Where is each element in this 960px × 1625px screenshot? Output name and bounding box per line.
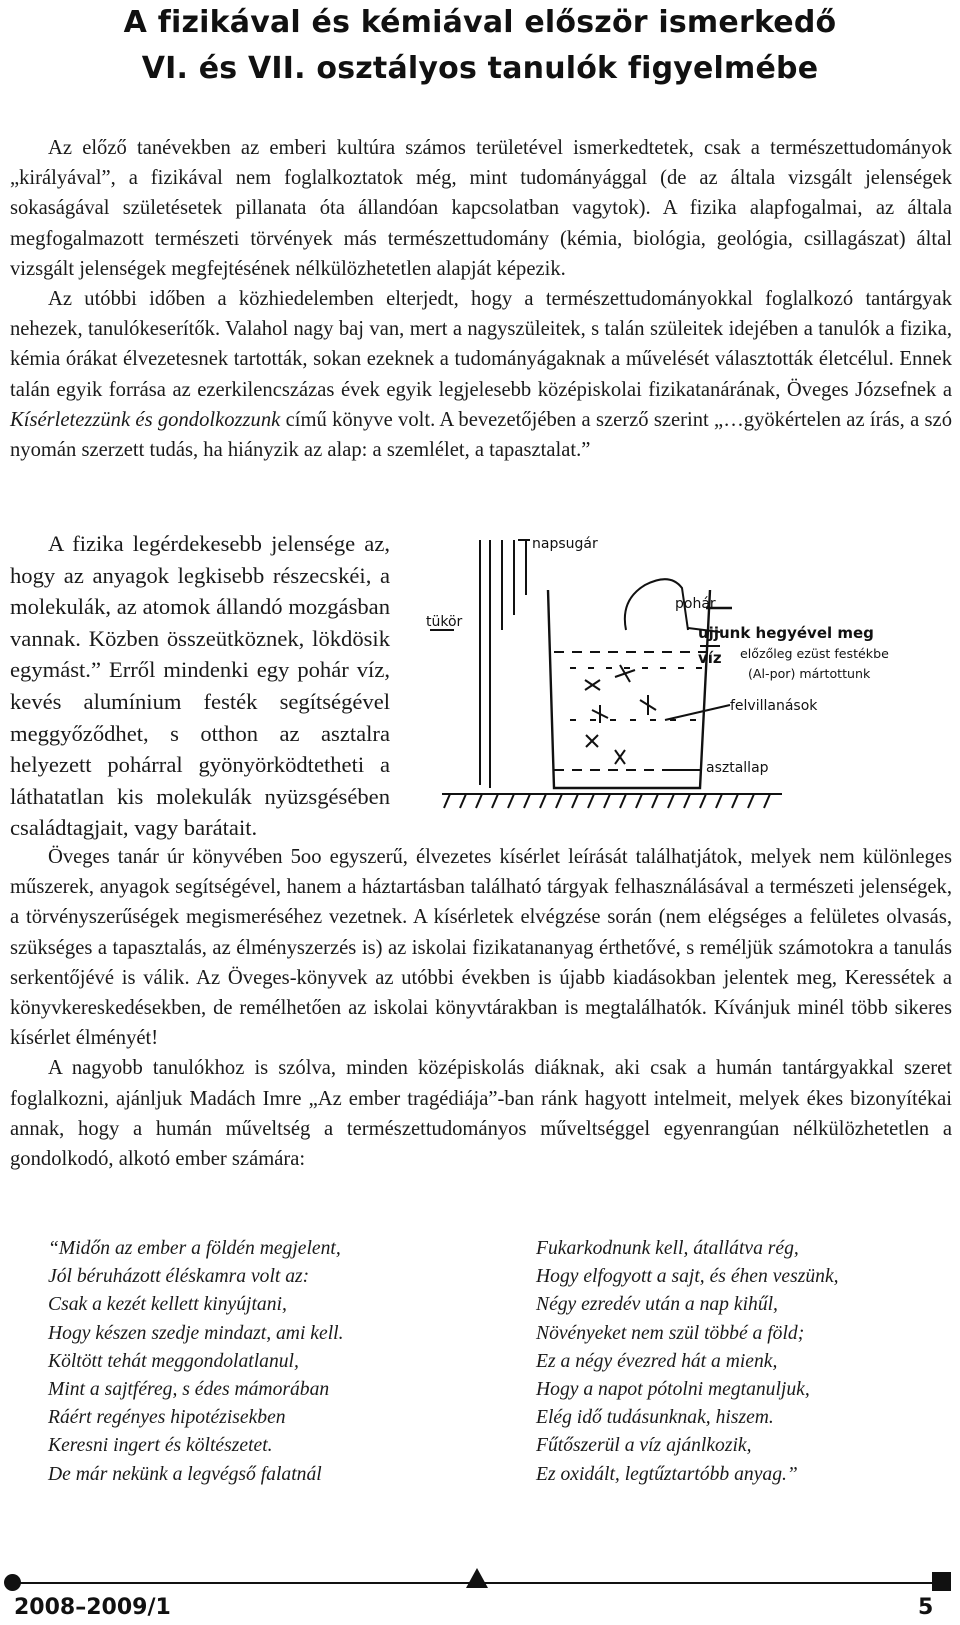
poem-line: “Midőn az ember a földén megjelent,	[48, 1238, 341, 1259]
page-title	[0, 0, 960, 92]
label-water: víz	[698, 649, 722, 667]
title-line-2: VI. és VII. osztályos tanulók figyelmébe	[141, 51, 819, 86]
square-icon	[932, 1572, 951, 1591]
circle-icon	[4, 1574, 21, 1591]
poem-line: Keresni ingert és költészetet.	[48, 1435, 273, 1457]
label-paint-2: (Al-por) mártottunk	[748, 666, 871, 681]
paragraph-intro: Az előző tanévekben az emberi kultúra számos területével ismerkedtetek, csak a természettudományok „királyával”, a fizikával nem foglalkoztatok még, mint tudományággal (de az általa vizsgált jelenségek sokaságával születésetek pillanata óta állandóan kapcsolatban vagytok). A fizika alapfogalmai, az általa megfogalmazott természeti törvények más természettudomány (kémia, biológia, geológia, csillagászat) által vizsgált jelenségek megfejtésének nélkülözhetetlen alapját képezik.	[10, 137, 952, 280]
intro-section	[10, 133, 952, 465]
poem-line: Költött tehát meggondolatlanul,	[48, 1350, 299, 1372]
poem-line: Növényeket nem szül többé a föld;	[536, 1322, 805, 1344]
poem-line: Csak a kezét kellett kinyújtani,	[48, 1294, 287, 1316]
paragraph-oveges-text: Az utóbbi időben a közhiedelemben elterjedt, hogy a természettudományokkal foglalkozó tantárgyak nehezek, tanulókeserítők. Valahol nagy baj van, mert a nagyszüleitek, s talán szüleitek idejében a tanulók a fizika, kémia órákat élvezetesnek tartották, sokan ezeknek a tudományágaknak a művelését választották életcélul. Ennek talán egyik forrása az ezerkilencszázas évek egyik legjelesebb középiskolai fizikatanárának, Öveges Józsefnek a	[10, 288, 952, 401]
poem-line: Hogy a napot pótolni megtanuljuk,	[536, 1379, 810, 1401]
poem-line: Hogy elfogyott a sajt, és éhen veszünk,	[536, 1266, 839, 1288]
label-finger: ujjunk hegyével meg	[698, 624, 874, 642]
issue-number: 2008–2009/1	[14, 1595, 171, 1620]
poem-line: Hogy készen szedje mindazt, ami kell.	[48, 1322, 344, 1344]
wrapped-text	[10, 528, 390, 844]
aluminum-particles	[585, 665, 656, 764]
triangle-icon	[466, 1568, 488, 1588]
paragraph-oveges-quote: című könyve volt. A bevezetőjében a szerző szerint „…gyökértelen az írás, a szó nyomán szerzett tudás, ha hiányzik az alap: a szemlélet, a tapasztalat.”	[10, 408, 952, 462]
paragraph-oveges	[10, 284, 952, 465]
page-footer	[0, 1568, 960, 1625]
poem-line: Négy ezredév után a nap kihűl,	[536, 1294, 778, 1316]
title-line-1: A fizikával és kémiával először ismerkedő	[123, 5, 837, 40]
poem-line: Jól béruházott éléskamra volt az:	[48, 1266, 310, 1288]
water-surface	[554, 652, 706, 770]
label-flashes: felvillanások	[730, 698, 818, 714]
poem-line: Ez a négy évezred hát a mienk,	[536, 1350, 778, 1372]
book-title: Kísérletezzünk és gondolkozzunk	[10, 408, 281, 431]
poem-right-column	[536, 1235, 839, 1489]
label-table: asztallap	[706, 760, 769, 776]
paragraph-book: Öveges tanár úr könyvében 5oo egyszerű, élvezetes kísérlet leírását találhatjátok, melyek nem különleges műszerek, anyagok segítségével, hanem a háztartásban található tárgyak felhasználásával a természeti jelenségek, a törvényszerűségek megismeréséhez vezetnek. A kísérletek elvégzése során (nem elégséges a felületes olvasás, szükséges a tapasztalás, az élményszerzés is) az iskolai fizikatananyag érthetővé, s reméljük számotokra a tanulás serkentőjévé is válik. Az Öveges-könyvek az utóbbi években is újabb kiadásokban jelentek meg, Keressétek a könyvkereskedésekben, de remélhetően az iskolai könyvtárakban is megtalálhatók. Kívánjuk minél több sikeres kísérlet élményét!	[10, 846, 952, 1050]
paragraph-molecules: A fizika legérdekesebb jelensége az, hogy az anyagok legkisebb részecskéi, a molekulák, az atomok állandó mozgásban vannak. Közben összeütköznek, lökdösik egymást.” Erről mindenki egy pohár víz, kevés alumínium festék segítségével meggyőződhet, s otthon az asztalra helyezett pohárral gyönyörködtetheti a láthatatlan kis molekulák nyüzsgésében családtagjait, vagy barátait.	[10, 531, 390, 841]
label-sunray: napsugár	[532, 536, 598, 552]
page-number: 5	[918, 1595, 934, 1620]
body-section	[10, 842, 952, 1174]
poem-line: De már nekünk a legvégső falatnál	[48, 1463, 322, 1485]
glass-outline	[548, 590, 732, 788]
label-mirror: tükör	[426, 614, 463, 630]
poem-line: Elég idő tudásunknak, hiszem.	[536, 1407, 774, 1429]
sunray-lines	[480, 540, 526, 788]
poem-line: Fűtőszerül a víz ajánlkozik,	[536, 1435, 752, 1457]
label-glass: pohár	[675, 596, 716, 612]
poem-left-column	[48, 1235, 343, 1489]
poem-line: Ez oxidált, legtűztartóbb anyag.”	[536, 1463, 798, 1485]
table-hatch	[442, 794, 782, 808]
experiment-figure	[426, 536, 930, 830]
label-paint-1: előzőleg ezüst festékbe	[740, 646, 889, 661]
poem-line: Ráért regényes hipotézisekben	[48, 1407, 286, 1429]
paragraph-madach: A nagyobb tanulókhoz is szólva, minden középiskolás diáknak, aki csak a humán tantárgyakkal szeret foglalkozni, ajánljuk Madách Imre „Az ember tragédiája”-ban ránk hagyott intelmeit, melyek ékes bizonyítékai annak, hogy a humán műveltség a természettudományos műveltséggel egyenrangúan nélkülözhetetlen a gondolkodó, alkotó ember számára:	[10, 1057, 952, 1171]
poem-line: Mint a sajtféreg, s édes mámorában	[48, 1379, 330, 1401]
poem-line: Fukarkodnunk kell, átallátva rég,	[536, 1238, 799, 1259]
